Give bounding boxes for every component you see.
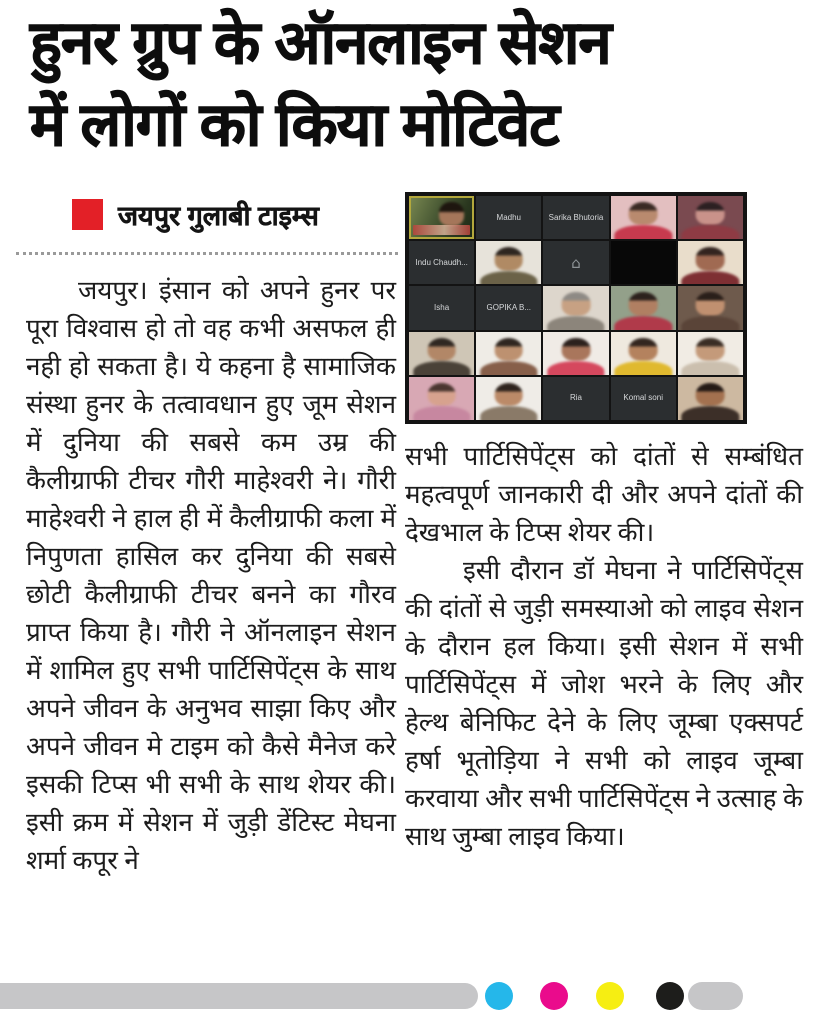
article-left-column	[26, 272, 396, 880]
participant-tile	[678, 241, 743, 284]
participant-tile	[476, 196, 541, 239]
speaker-caption-strip	[413, 225, 470, 235]
participant-name-label: Madhu	[496, 212, 522, 222]
participant-tile	[543, 196, 608, 239]
left-column-paragraph: जयपुर। इंसान को अपने हुनर पर पूरा विश्वास हो तो वह कभी असफल ही नही हो सकता है। ये कहना है सामाजिक संस्था हुनर के तत्वावधान हुए जूम सेशन में दुनिया की सबसे कम उम्र की कैलीग्राफी टीचर गौरी माहेश्वरी ने। गौरी माहेश्वरी ने हाल ही में कैलीग्राफी कला में निपुणता हासिल कर दुनिया की सबसे छोटी कैलीग्राफी टीचर बनने का गौरव प्राप्त किया है। गौरी ने ऑनलाइन सेशन में शामिल हुए सभी पार्टिसिपेंट्स के साथ अपने जीवन के अनुभव साझा किए और अपने जीवन मे टाइम को कैसे मैनेज करे इसकी टिप्स भी सभी के साथ शेयर की। इसी क्रम में सेशन में जुड़ी डेंटिस्ट मेघना शर्मा कपूर ने	[26, 276, 396, 875]
byline-label: जयपुर गुलाबी टाइम्स	[118, 201, 319, 231]
dotted-divider	[16, 252, 398, 255]
print-registration-bar	[0, 983, 478, 1009]
byline-bullet-icon	[72, 199, 103, 230]
print-registration-pill	[688, 982, 743, 1010]
participant-name-label: GOPIKA B...	[486, 302, 532, 312]
meeting-photo	[405, 192, 747, 424]
participant-name-label: Indu Chaudh...	[415, 257, 468, 267]
participant-tile	[543, 377, 608, 420]
byline	[72, 196, 319, 233]
headline	[30, 2, 800, 166]
participant-tile	[678, 286, 743, 329]
participant-tile	[476, 286, 541, 329]
participant-tile	[543, 286, 608, 329]
participant-tile	[678, 377, 743, 420]
participant-tile	[611, 377, 676, 420]
participant-name-label: Komal soni	[623, 393, 663, 403]
participant-tile	[409, 377, 474, 420]
cmyk-yellow-dot	[596, 982, 624, 1010]
participant-tile	[476, 332, 541, 375]
participant-tile	[409, 332, 474, 375]
participant-tile	[611, 332, 676, 375]
article-right-column	[405, 192, 803, 856]
participant-name-label: Sarika Bhutoria	[548, 212, 604, 222]
participant-tile	[611, 196, 676, 239]
cmyk-black-dot	[656, 982, 684, 1010]
participant-tile	[476, 241, 541, 284]
participant-tile	[611, 286, 676, 329]
participant-tile	[409, 196, 474, 239]
participant-tile	[678, 196, 743, 239]
participant-tile	[543, 332, 608, 375]
right-column-paragraph-1: सभी पार्टिसिपेंट्स को दांतों से सम्बंधित महत्वपूर्ण जानकारी दी और अपने दांतों की देखभाल के टिप्स शेयर की।	[405, 442, 803, 547]
participant-name-label: Ria	[569, 393, 582, 403]
logo-icon	[543, 241, 608, 284]
participant-tile	[611, 241, 676, 284]
participant-tile	[678, 332, 743, 375]
cmyk-cyan-dot	[485, 982, 513, 1010]
right-column-paragraph-2: इसी दौरान डॉ मेघना ने पार्टिसिपेंट्स की दांतों से जुड़ी समस्याओ को लाइव सेशन के दौरान हल किया। इसी सेशन में सभी पार्टिसिपेंट्स में जोश भरने के लिए और हेल्थ बेनिफिट देने के लिए जूम्बा एक्सपर्ट हर्षा भूतोड़िया ने सभी को लाइव जूम्बा करवाया और सभी पार्टिसिपेंट्स ने उत्साह के साथ जुम्बा लाइव किया।	[405, 556, 803, 851]
headline-line-2: में लोगों को किया मोटिवेट	[30, 91, 559, 158]
headline-line-1: हुनर ग्रुप के ऑनलाइन सेशन	[30, 9, 611, 76]
participant-name-label: Isha	[434, 302, 450, 312]
participant-tile	[409, 241, 474, 284]
participant-tile	[409, 286, 474, 329]
cmyk-magenta-dot	[540, 982, 568, 1010]
participant-tile	[476, 377, 541, 420]
